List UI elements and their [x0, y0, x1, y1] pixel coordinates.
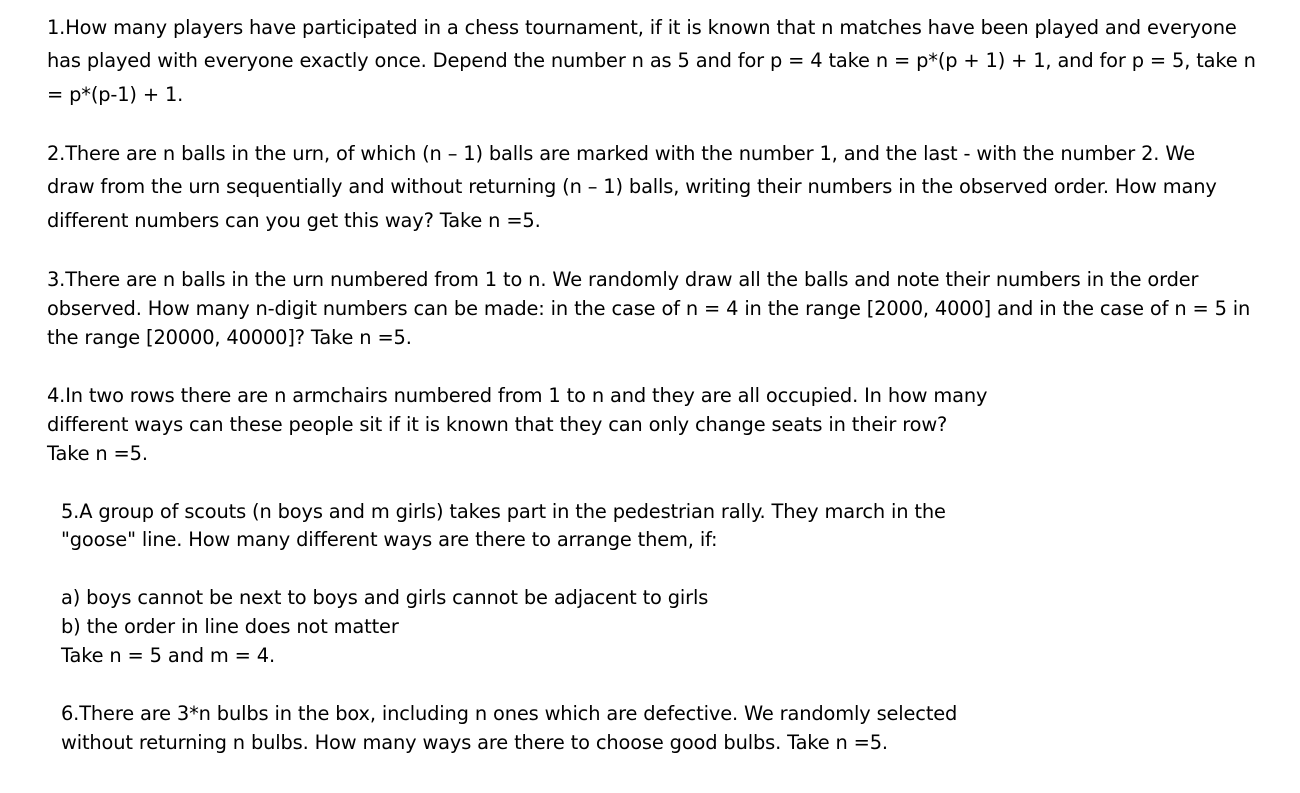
problem-4-line-1: 4.In two rows there are n armchairs numbered from 1 to n and they are all occupied. In how many — [47, 384, 988, 407]
problem-4-line-3: Take n =5. — [47, 442, 148, 465]
problem-2-line-3: different numbers can you get this way? Take n =5. — [47, 209, 541, 232]
problem-3-line-2: observed. How many n-digit numbers can be made: in the case of n = 4 in the range [2000, 4000] and in the case of n = 5 in — [47, 297, 1251, 320]
problem-3-line-3: the range [20000, 40000]? Take n =5. — [47, 326, 412, 349]
problem-4-line-2: different ways can these people sit if it is known that they can only change seats in their row? — [47, 413, 948, 436]
problem-6-line-1: 6.There are 3*n bulbs in the box, including n ones which are defective. We randomly selected — [61, 702, 958, 725]
problem-2-line-2: draw from the urn sequentially and without returning (n – 1) balls, writing their numbers in the observed order. How many — [47, 175, 1217, 198]
problem-5-line-4: b) the order in line does not matter — [61, 615, 399, 638]
problem-5-line-5: Take n = 5 and m = 4. — [61, 644, 275, 667]
problem-3-line-1: 3.There are n balls in the urn numbered from 1 to n. We randomly draw all the balls and note their numbers in the order — [47, 268, 1199, 291]
problem-1-line-2: has played with everyone exactly once. Depend the number n as 5 and for p = 4 take n = p*(p + 1) + 1, and for p = 5, take n — [47, 49, 1256, 72]
problem-1-line-1: 1.How many players have participated in a chess tournament, if it is known that n matches have been played and everyone — [47, 16, 1237, 39]
problem-5-line-1: 5.A group of scouts (n boys and m girls) takes part in the pedestrian rally. They march in the — [61, 500, 946, 523]
problem-6-line-2: without returning n bulbs. How many ways are there to choose good bulbs. Take n =5. — [61, 731, 888, 754]
problem-5-line-3: a) boys cannot be next to boys and girls cannot be adjacent to girls — [61, 586, 709, 609]
problem-1-line-3: = p*(p-1) + 1. — [47, 83, 184, 106]
problem-2-line-1: 2.There are n balls in the urn, of which (n – 1) balls are marked with the number 1, and the last - with the number 2. We — [47, 142, 1195, 165]
problem-5-line-2: "goose" line. How many different ways are there to arrange them, if: — [61, 528, 718, 551]
